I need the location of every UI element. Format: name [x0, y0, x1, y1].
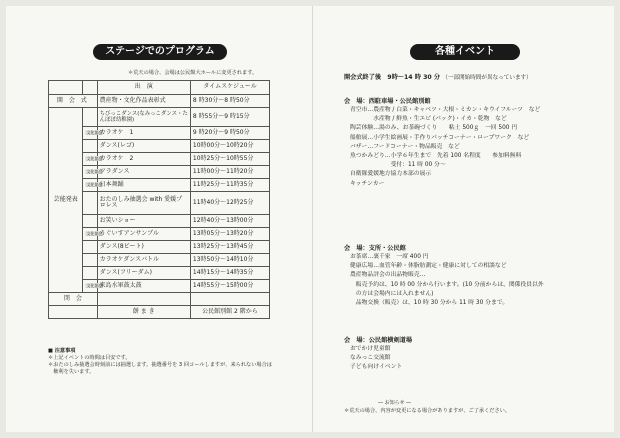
list-item: の方は会場内には入れません)	[350, 290, 434, 297]
program-time: 12時40分〜13時00分	[190, 215, 269, 228]
venue-label-parking: 会 場：西駐車場・公民館別館	[344, 98, 431, 105]
row-badge	[83, 241, 97, 254]
list-item: なみっこ交流館	[350, 355, 391, 362]
program-title: ダンス(フリーダム)	[97, 267, 190, 280]
venue-label-dojo: 会 場：公民館横剣道場	[344, 337, 413, 344]
row-badge	[83, 108, 97, 127]
program-time: 9 時20分〜9 時50分	[190, 127, 269, 140]
program-title: カラオケ 1	[97, 127, 190, 140]
table-header-row	[49, 81, 270, 95]
list-item: 自衛隊愛媛地方協力本部の展示	[350, 171, 432, 178]
program-time: 13時05分〜13時20分	[190, 228, 269, 241]
program-title: お笑いショー	[97, 215, 190, 228]
header-blank	[83, 81, 97, 95]
row-badge	[83, 228, 103, 241]
row-badge	[83, 166, 103, 179]
list-item: おでかけ児童館	[350, 346, 391, 352]
hours-note: （一部開始時間が異なっています）	[442, 75, 532, 81]
category-blank	[49, 306, 98, 319]
header-program: 出 演	[97, 81, 190, 95]
category-closing: 閉 会	[49, 293, 98, 306]
program-time: 公民館別館 2 階から	[190, 306, 269, 319]
table-row	[49, 108, 270, 127]
list-item: 子ども向けイベント	[350, 364, 403, 371]
program-title: カラオケダンスバトル	[97, 254, 190, 267]
program-title: うぐいすアンサンブル	[97, 228, 190, 241]
program-title: ちびっこダンス(なみっこダンス・たんぽぽ幼稚園)	[97, 108, 190, 127]
event-hours	[344, 72, 532, 81]
program-time: 14時55分〜15時00分	[190, 280, 269, 293]
program-time: 13時25分〜13時45分	[190, 241, 269, 254]
note-line: 権利を失います。	[48, 369, 95, 375]
program-title: カラオケ 2	[97, 153, 190, 166]
notice-text: ＊荒天の場合、内容が変更になる場合がありますが、ご了承ください。	[344, 408, 511, 414]
list-item: お茶席…裏千家 一席 400 円	[350, 254, 429, 260]
list-item: 受付：11 時 00 分〜	[350, 162, 446, 169]
row-badge	[83, 192, 97, 215]
note-line: ＊おたのしみ抽選会時刻前には抽選します。抽選番号を 3 回コールしますが、来られない場合は	[48, 362, 272, 368]
list-item: 船舶展…小学生絵画展・手作りパッチコーナー・ロープワーク など	[350, 134, 530, 141]
culture-badge: 文化協会	[86, 230, 103, 236]
list-item: キッチンカー	[350, 180, 385, 187]
program-title: 餅 ま き	[97, 306, 190, 319]
list-item: 陶芸体験…湯のみ、お茶碗づくり 粘土 500ｇ 一回 500 円	[350, 125, 518, 132]
program-time: 10時25分〜10時55分	[190, 153, 269, 166]
program-time: 10時00分〜10時20分	[190, 140, 269, 153]
culture-badge: 文化協会	[86, 282, 103, 288]
notes-section	[48, 348, 278, 376]
program-time: 8 時55分〜9 時15分	[190, 108, 269, 127]
row-badge	[83, 254, 97, 267]
program-time: 13時50分〜14時10分	[190, 254, 269, 267]
table-row-opening	[49, 95, 270, 108]
program-title: おたのしみ抽選会 with 愛媛プロレス	[97, 192, 190, 215]
row-badge	[83, 267, 97, 280]
events-heading: 各種イベント	[410, 44, 520, 60]
culture-badge: 文化協会	[86, 168, 103, 174]
program-title	[97, 293, 190, 306]
list-item: 販売予約は、10 時 00 分から行います。(10 分前からは、関係役員以外	[350, 281, 544, 288]
program-time: 11時00分〜11時20分	[190, 166, 269, 179]
venue-label-branch: 会 場：支所・公民館	[344, 245, 406, 252]
list-item: 水産物 / 鮮魚・生エビ (パック)・イカ・乾物 など	[350, 116, 507, 123]
list-item: バザー…フードコーナー・物品販売 など	[350, 143, 460, 150]
venue-event-list	[350, 253, 544, 308]
table-row-closing	[49, 293, 270, 306]
program-time: 11時25分〜11時35分	[190, 179, 269, 192]
stage-program-heading: ステージでのプログラム	[93, 44, 227, 60]
program-title: ダンス(8ビート)	[97, 241, 190, 254]
table-row-mochi	[49, 306, 270, 319]
list-item: 農産物品評会の出品物販売…	[350, 272, 426, 279]
page-fold-divider	[312, 6, 313, 432]
program-time: 8 時30分〜8 時50分	[190, 95, 269, 108]
row-badge	[83, 140, 97, 153]
culture-badge: 文化協会	[86, 181, 103, 187]
stage-schedule-table	[48, 80, 270, 319]
header-blank	[49, 81, 83, 95]
category-opening: 開 会 式	[49, 95, 98, 108]
program-title: 農産物・文化作品表彰式	[97, 95, 190, 108]
weather-note: ＊荒天の場合、会場は公民館大ホールに変更されます。	[128, 70, 258, 76]
row-badge	[83, 280, 103, 293]
program-time: 11時40分〜12時25分	[190, 192, 269, 215]
culture-badge: 文化協会	[86, 155, 103, 161]
notice-heading: ― お知らせ ―	[378, 400, 412, 406]
header-time: タイムスケジュール	[190, 81, 269, 95]
program-title: 来島水軍鼓太鼓	[97, 280, 190, 293]
program-title: フラダンス	[97, 166, 190, 179]
program-title: ダンス(レゴ)	[97, 140, 190, 153]
venue-event-list	[350, 106, 540, 189]
venue-event-list	[350, 345, 402, 373]
row-badge	[83, 127, 103, 140]
program-time	[190, 293, 269, 306]
list-item: 青空市…農産物 / 白菜・キャベツ・大根・ミカン・キウイフルーツ など	[350, 107, 541, 113]
list-item: 魚つかみどり…小学６年生まで 先着 100 名程度 参加料無料	[350, 152, 522, 159]
hours-text: 開会式終了後 9時〜14 時 30 分	[344, 74, 441, 81]
list-item: 品物交換（販売）は、10 時 30 分から 11 時 30 分まで。	[350, 299, 509, 306]
row-badge	[83, 215, 97, 228]
program-time: 14時15分〜14時35分	[190, 267, 269, 280]
program-title: 日本舞踊	[97, 179, 190, 192]
category-arts: 芸能発表	[49, 108, 83, 293]
notes-heading: ■ 注意事項	[48, 348, 76, 354]
culture-badge: 文化協会	[86, 129, 103, 135]
list-item: 健康広場…血管年齢・体脂肪測定・健康に対しての相談など	[350, 263, 507, 270]
note-line: ＊上記イベントの時間は目安です。	[48, 355, 131, 361]
row-badge	[83, 153, 103, 166]
row-badge	[83, 179, 103, 192]
